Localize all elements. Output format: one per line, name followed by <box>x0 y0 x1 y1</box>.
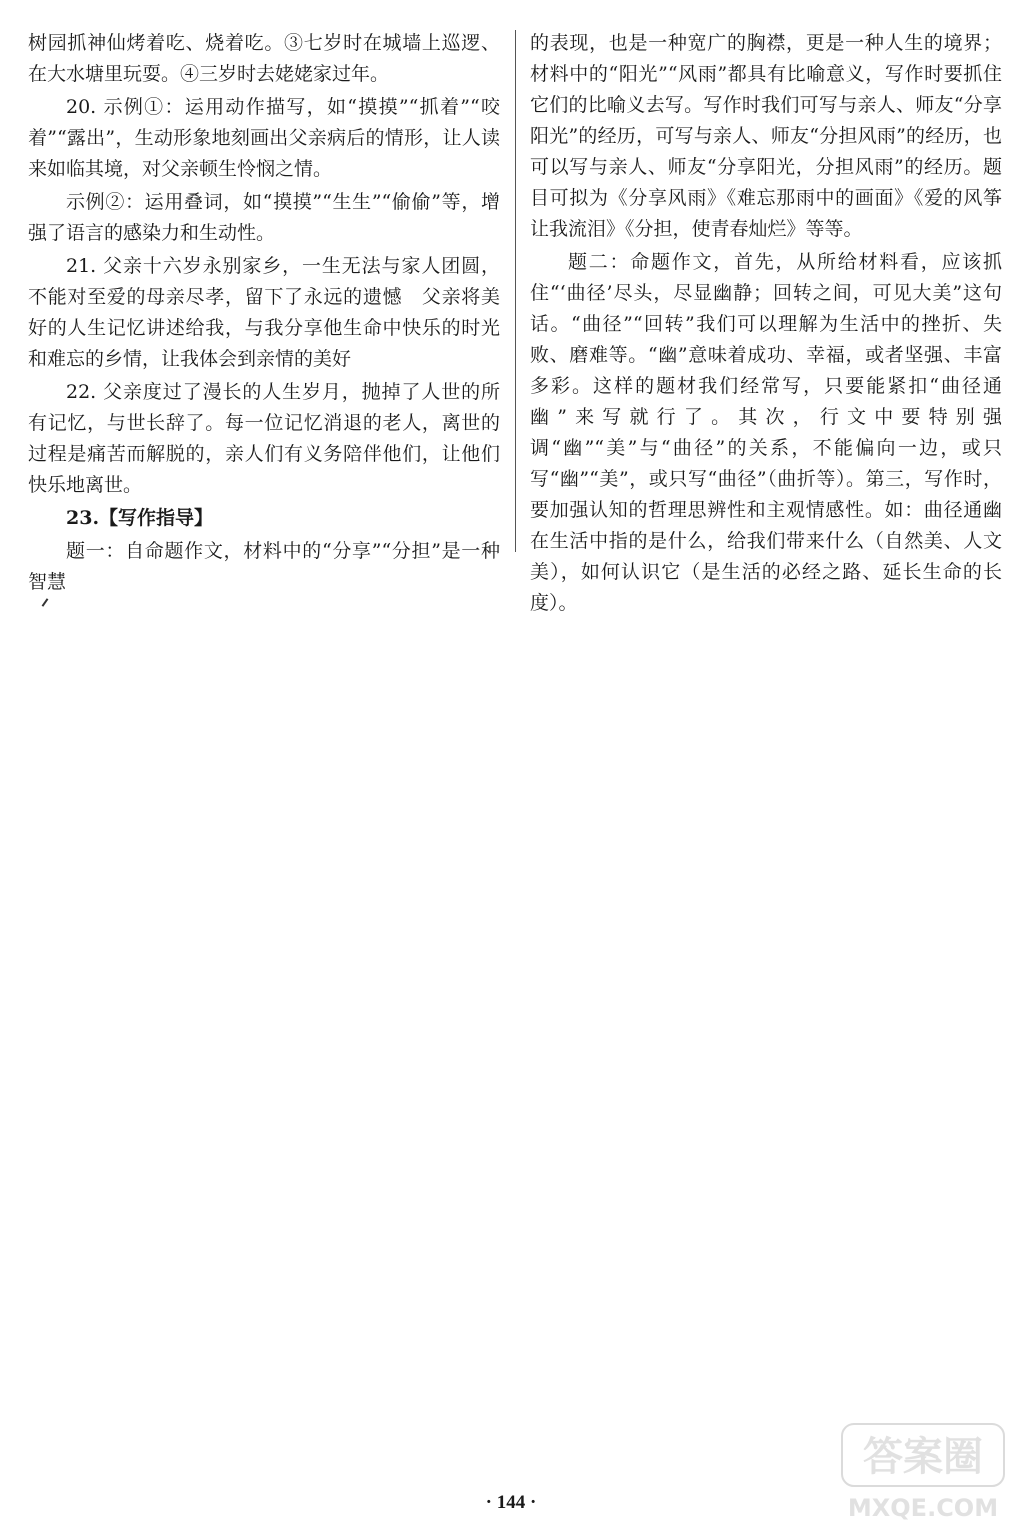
watermark-url: MXQE.COM <box>847 1494 999 1522</box>
answer-22: 22. 父亲度过了漫长的人生岁月，抛掉了人世的所有记忆，与世长辞了。每一位记忆消退的老人，离世的过程是痛苦而解脱的，亲人们有义务陪伴他们，让他们快乐地离世。 <box>28 381 500 496</box>
answer-19-continued: 树园抓神仙烤着吃、烧着吃。③七岁时在城墙上巡逻、在大水塘里玩耍。④三岁时去姥姥家过年。 <box>28 32 500 85</box>
answer-21: 21. 父亲十六岁永别家乡，一生无法与家人团圆，不能对至爱的母亲尽孝，留下了永远的遗憾 父亲将美好的人生记忆讲述给我，与我分享他生命中快乐的时光和难忘的乡情，让我体会到亲情的美好 <box>28 255 500 370</box>
answer-23-topic-1: 题一：自命题作文，材料中的“分享”“分担”是一种智慧 <box>28 540 500 593</box>
answer-23-heading: 23.【写作指导】 <box>66 507 214 529</box>
answer-23-topic-1-continued: 的表现，也是一种宽广的胸襟，更是一种人生的境界；材料中的“阳光”“风雨”都具有比喻意义，写作时要抓住它们的比喻义去写。写作时我们可写与亲人、师友“分享阳光”的经历，可写与亲人、师友“分担风雨”的经历，也可以写与亲人、师友“分享阳光，分担风雨”的经历。题目可拟为《分享风雨》《难忘那雨中的画面》《爱的风筝让我流泪》《分担，使青春灿烂》等等。 <box>530 32 1002 240</box>
right-column <box>530 28 1002 621</box>
answer-20-example-2: 示例②：运用叠词，如“摸摸”“生生”“偷偷”等，增强了语言的感染力和生动性。 <box>28 191 500 244</box>
answer-23-topic-2: 题二：命题作文，首先，从所给材料看，应该抓住“‘曲径’尽头，尽显幽静；回转之间，可见大美”这句话。“曲径”“回转”我们可以理解为生活中的挫折、失败、磨难等。“幽”意味着成功、幸福，或者坚强、丰富多彩。这样的题材我们经常写，只要能紧扣“曲径通幽”来写就行了。其次，行文中要特别强调“幽”“美”与“曲径”的关系，不能偏向一边，或只写“幽”“美”，或只写“曲径”（曲折等）。第三，写作时，要加强认知的哲理思辨性和主观情感性。如：曲径通幽在生活中指的是什么，给我们带来什么（自然美、人文美），如何认识它（是生活的必经之路、延长生命的长度）。 <box>530 251 1002 614</box>
watermark-logo <box>838 1418 1008 1528</box>
left-column <box>28 28 500 600</box>
page-number: · 144 · <box>485 1492 537 1513</box>
watermark-title: 答案圈 <box>863 1434 983 1480</box>
answer-20-example-1: 20. 示例①：运用动作描写，如“摸摸”“抓着”“咬着”“露出”，生动形象地刻画出父亲病后的情形，让人读来如临其境，对父亲顿生怜悯之情。 <box>28 96 500 180</box>
column-divider <box>515 30 516 552</box>
